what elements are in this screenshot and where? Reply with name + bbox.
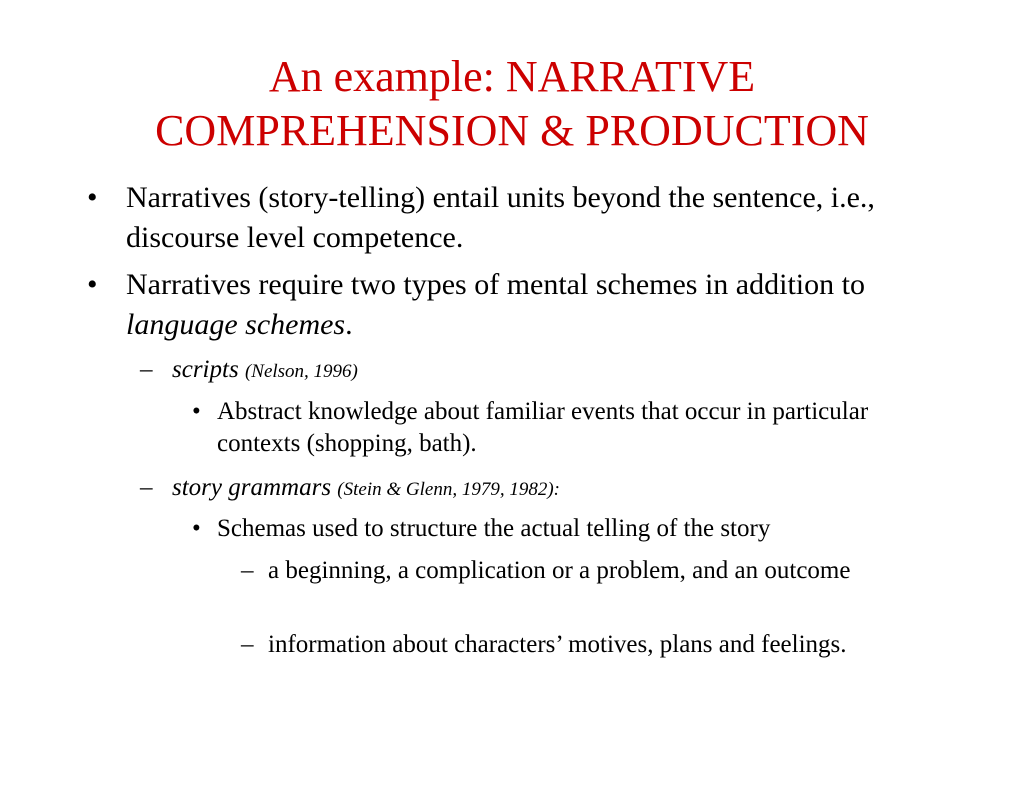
bullet-marker: • xyxy=(192,398,201,425)
dash-marker: – xyxy=(241,631,254,658)
sub-bullet-text xyxy=(172,472,912,506)
bullet-text-after: . xyxy=(345,308,353,341)
slide-title xyxy=(0,50,1024,158)
scripts-term: scripts xyxy=(172,356,239,383)
story-grammars-description-text: Schemas used to structure the actual telling of the story xyxy=(217,515,771,542)
slide-title-line-1: An example: NARRATIVE xyxy=(268,52,756,101)
bullet-narratives-schemes xyxy=(87,265,886,345)
story-grammar-point-text: a beginning, a complication or a problem, and an outcome xyxy=(268,557,851,584)
dash-marker: – xyxy=(241,557,254,584)
scripts-description-text: Abstract knowledge about familiar events that occur in particular contexts (shopping, bath). xyxy=(217,398,869,457)
scripts-description xyxy=(192,396,917,460)
sub-bullet-story-grammars xyxy=(140,472,912,506)
slide-title-line-2: COMPREHENSION & PRODUCTION xyxy=(155,106,869,155)
bullet-narratives-units xyxy=(87,178,886,258)
bullet-marker: • xyxy=(87,181,98,214)
bullet-marker: • xyxy=(192,515,201,542)
dash-marker: – xyxy=(140,474,153,501)
story-grammar-point xyxy=(241,629,908,661)
sub-bullet-text xyxy=(172,354,912,388)
bullet-text: Narratives (story-telling) entail units beyond the sentence, i.e., discourse level competence. xyxy=(126,181,875,254)
dash-marker: – xyxy=(140,356,153,383)
bullet-marker: • xyxy=(87,268,98,301)
story-grammars-term: story grammars xyxy=(172,474,332,501)
story-grammar-point-text: information about characters’ motives, plans and feelings. xyxy=(268,631,847,658)
bullet-text-italic: language schemes xyxy=(126,308,346,341)
story-grammar-point xyxy=(241,555,908,587)
scripts-citation: (Nelson, 1996) xyxy=(244,361,358,382)
story-grammars-citation: (Stein & Glenn, 1979, 1982): xyxy=(337,479,560,500)
bullet-text xyxy=(126,265,886,345)
story-grammars-description xyxy=(192,513,957,545)
sub-bullet-scripts xyxy=(140,354,912,388)
bullet-text-before: Narratives require two types of mental schemes in addition to xyxy=(126,268,865,301)
